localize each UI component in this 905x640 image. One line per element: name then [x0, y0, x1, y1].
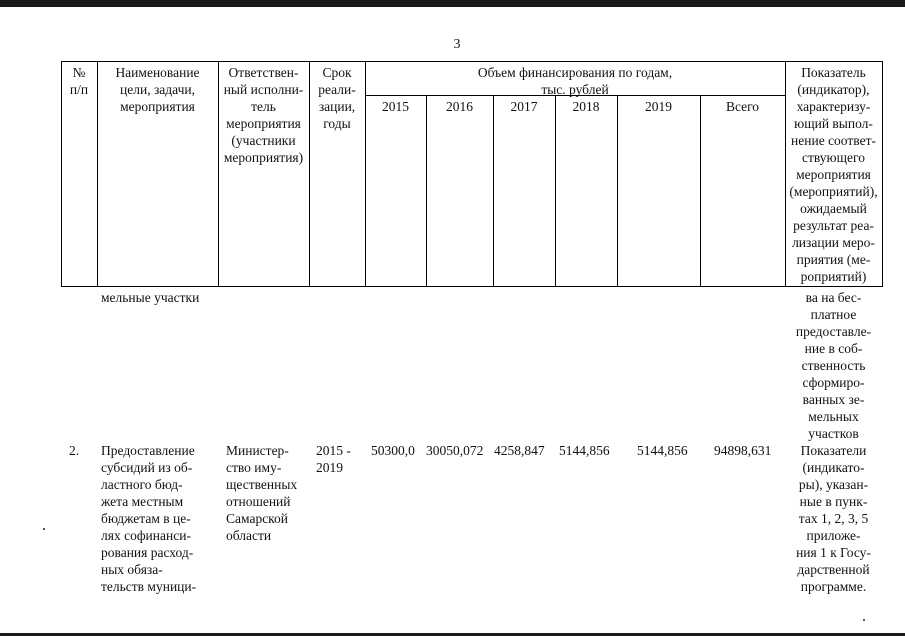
- row2-indicator: Показатели (индикато- ры), указан- ные в пунк- тах 1, 2, 3, 5 приложе- ния 1 к Госу- дарственной программе.: [796, 443, 871, 594]
- header-indicator: Показатель (индикатор), характеризу- ющий выпол- нение соответ- ствующего мероприятия (мероприятий), ожидаемый результат реа- лизации меро- приятия (ме- роприятий): [789, 65, 878, 284]
- scan-speck: [863, 619, 865, 621]
- scan-top-border: [0, 0, 905, 7]
- header-financing: Объем финансирования по годам, тыс. рублей: [477, 65, 673, 97]
- row2-value-2019: 5144,856: [637, 443, 688, 458]
- row2-responsible: Министер- ство иму- щественных отношений Самарской области: [226, 443, 298, 543]
- row2-num: 2.: [69, 443, 80, 458]
- scan-bottom-border: [0, 633, 905, 636]
- row2-value-2016: 30050,072: [426, 443, 484, 458]
- header-year-2018: 2018: [572, 99, 600, 114]
- header-term: Срок реали- зации, годы: [318, 65, 356, 131]
- header-year-2019: 2019: [645, 99, 672, 114]
- row2-value-2018: 5144,856: [559, 443, 610, 458]
- header-responsible: Ответствен- ный исполни- тель мероприятия (участники мероприятия): [223, 65, 304, 165]
- header-year-2015: 2015: [382, 99, 409, 114]
- header-year-2016: 2016: [446, 99, 473, 114]
- header-name: Наименование цели, задачи, мероприятия: [115, 65, 200, 114]
- header-total: Всего: [725, 99, 760, 114]
- scan-speck: [43, 528, 45, 530]
- header-num: № п/п: [69, 65, 89, 97]
- row2-value-2015: 50300,0: [371, 443, 415, 458]
- row2-name: Предоставление субсидий из об- ластного бюд- жета местным бюджетам в це- лях софинанси- рования расход- ных обяза- тельств муници-: [101, 443, 197, 594]
- page-number: 3: [453, 37, 461, 52]
- continuation-indicator: ва на бес- платное предоставле- ние в соб- ственность сформиро- ванных зе- мельных участков: [795, 290, 872, 441]
- row2-term: 2015 - 2019: [316, 443, 351, 475]
- row2-total: 94898,631: [714, 443, 772, 458]
- row2-value-2017: 4258,847: [494, 443, 545, 458]
- header-year-2017: 2017: [510, 99, 538, 114]
- continuation-name: мельные участки: [101, 290, 200, 305]
